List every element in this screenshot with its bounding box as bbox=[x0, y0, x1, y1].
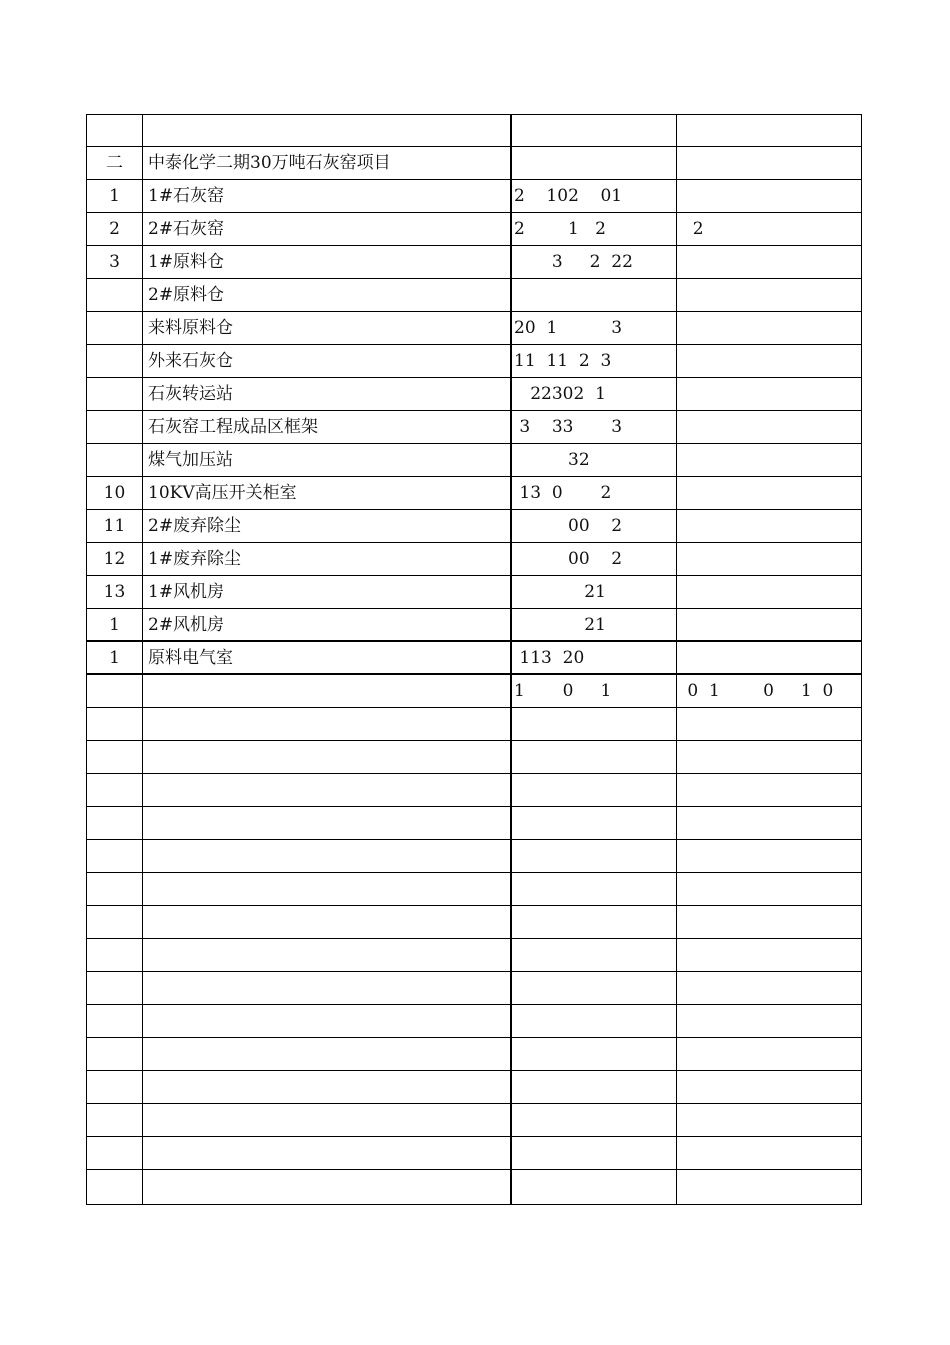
row-number-cell: 二 bbox=[106, 153, 123, 173]
value-cell-1 bbox=[514, 1170, 674, 1203]
value-cell-1 bbox=[514, 279, 674, 312]
item-name-cell: 10KV高压开关柜室 bbox=[148, 483, 297, 503]
table-row bbox=[86, 1170, 862, 1203]
value-cell-1: 00 2 bbox=[514, 516, 623, 536]
item-name-cell: 2#风机房 bbox=[148, 615, 225, 635]
item-name-cell bbox=[148, 1137, 508, 1170]
item-name-cell bbox=[148, 939, 508, 972]
row-number-cell: 10 bbox=[103, 483, 126, 503]
item-name-cell bbox=[148, 114, 508, 147]
value-cell-1 bbox=[514, 939, 674, 972]
row-number-cell bbox=[86, 1071, 143, 1104]
row-number-cell bbox=[86, 345, 143, 378]
table-row bbox=[86, 576, 862, 609]
value-cell-2 bbox=[682, 279, 862, 312]
item-name-cell bbox=[148, 741, 508, 774]
item-name-cell: 1#风机房 bbox=[148, 582, 225, 602]
value-cell-1 bbox=[514, 1104, 674, 1137]
value-cell-1 bbox=[514, 1071, 674, 1104]
value-cell-1 bbox=[514, 1137, 674, 1170]
table-row bbox=[86, 477, 862, 510]
value-cell-1: 11 11 2 3 bbox=[514, 351, 612, 371]
row-number-cell bbox=[86, 741, 143, 774]
value-cell-2 bbox=[682, 1170, 862, 1203]
value-cell-2 bbox=[682, 576, 862, 609]
row-number-cell bbox=[86, 444, 143, 477]
table-row bbox=[86, 510, 862, 543]
value-cell-2 bbox=[682, 543, 862, 576]
table-row bbox=[86, 411, 862, 444]
row-number-cell bbox=[86, 378, 143, 411]
value-cell-1 bbox=[514, 741, 674, 774]
table-row bbox=[86, 840, 862, 873]
value-cell-1: 13 0 2 bbox=[514, 483, 612, 503]
value-cell-2 bbox=[682, 345, 862, 378]
value-cell-1 bbox=[514, 906, 674, 939]
value-cell-2 bbox=[682, 411, 862, 444]
row-number-cell: 12 bbox=[103, 549, 126, 569]
row-number-cell: 2 bbox=[109, 219, 120, 239]
value-cell-2: 2 bbox=[682, 219, 704, 239]
table-row bbox=[86, 873, 862, 906]
value-cell-2 bbox=[682, 312, 862, 345]
item-name-cell bbox=[148, 675, 508, 708]
table-row bbox=[86, 1137, 862, 1170]
table-row bbox=[86, 378, 862, 411]
row-number-cell bbox=[86, 1104, 143, 1137]
item-name-cell bbox=[148, 774, 508, 807]
value-cell-1 bbox=[514, 972, 674, 1005]
item-name-cell bbox=[148, 1005, 508, 1038]
item-name-cell: 1#原料仓 bbox=[148, 252, 225, 272]
value-cell-1: 113 20 bbox=[514, 648, 585, 668]
item-name-cell bbox=[148, 708, 508, 741]
item-name-cell: 煤气加压站 bbox=[148, 450, 233, 470]
row-number-cell bbox=[86, 1005, 143, 1038]
value-cell-2 bbox=[682, 708, 862, 741]
table-row bbox=[86, 147, 862, 180]
table-row bbox=[86, 807, 862, 840]
item-name-cell: 来料原料仓 bbox=[148, 318, 233, 338]
value-cell-2 bbox=[682, 939, 862, 972]
value-cell-1 bbox=[514, 708, 674, 741]
table-row bbox=[86, 246, 862, 279]
table-row bbox=[86, 279, 862, 312]
row-number-cell bbox=[86, 873, 143, 906]
item-name-cell bbox=[148, 1038, 508, 1071]
value-cell-1 bbox=[514, 1005, 674, 1038]
item-name-cell: 中泰化学二期30万吨石灰窑项目 bbox=[148, 153, 391, 173]
row-number-cell: 13 bbox=[103, 582, 126, 602]
value-cell-1 bbox=[514, 114, 674, 147]
value-cell-2 bbox=[682, 1005, 862, 1038]
item-name-cell: 石灰窑工程成品区框架 bbox=[148, 417, 318, 437]
item-name-cell: 原料电气室 bbox=[148, 648, 233, 668]
value-cell-2: 0 1 0 1 0 bbox=[682, 681, 834, 701]
row-number-cell bbox=[86, 708, 143, 741]
data-table bbox=[86, 114, 862, 1205]
value-cell-2 bbox=[682, 444, 862, 477]
row-number-cell: 1 bbox=[109, 615, 120, 635]
column-divider-3 bbox=[676, 114, 677, 1205]
table-row bbox=[86, 1104, 862, 1137]
table-row bbox=[86, 972, 862, 1005]
value-cell-1: 22302 1 bbox=[514, 384, 606, 404]
value-cell-1: 2 102 01 bbox=[514, 186, 623, 206]
row-number-cell bbox=[86, 675, 143, 708]
row-number-cell bbox=[86, 312, 143, 345]
value-cell-1 bbox=[514, 807, 674, 840]
item-name-cell bbox=[148, 873, 508, 906]
item-name-cell bbox=[148, 840, 508, 873]
value-cell-2 bbox=[682, 873, 862, 906]
table-row bbox=[86, 939, 862, 972]
value-cell-2 bbox=[682, 1071, 862, 1104]
item-name-cell bbox=[148, 1104, 508, 1137]
item-name-cell bbox=[148, 1170, 508, 1203]
value-cell-1: 21 bbox=[514, 615, 606, 635]
column-divider-1 bbox=[142, 114, 143, 1205]
table-row bbox=[86, 543, 862, 576]
value-cell-1: 3 2 22 bbox=[514, 252, 633, 272]
table-row bbox=[86, 1038, 862, 1071]
row-number-cell bbox=[86, 906, 143, 939]
item-name-cell bbox=[148, 807, 508, 840]
value-cell-1: 32 bbox=[514, 450, 590, 470]
value-cell-2 bbox=[682, 246, 862, 279]
row-number-cell bbox=[86, 774, 143, 807]
value-cell-2 bbox=[682, 609, 862, 642]
value-cell-1: 3 33 3 bbox=[514, 417, 623, 437]
value-cell-1: 20 1 3 bbox=[514, 318, 623, 338]
row-number-cell: 3 bbox=[109, 252, 120, 272]
row-number-cell bbox=[86, 1170, 143, 1203]
table-row bbox=[86, 675, 862, 708]
value-cell-2 bbox=[682, 972, 862, 1005]
item-name-cell: 石灰转运站 bbox=[148, 384, 233, 404]
value-cell-1 bbox=[514, 147, 674, 180]
table-row bbox=[86, 345, 862, 378]
row-number-cell bbox=[86, 411, 143, 444]
table-row bbox=[86, 213, 862, 246]
table-row bbox=[86, 1071, 862, 1104]
value-cell-1 bbox=[514, 840, 674, 873]
value-cell-1: 21 bbox=[514, 582, 606, 602]
row-number-cell bbox=[86, 1137, 143, 1170]
item-name-cell: 外来石灰仓 bbox=[148, 351, 233, 371]
table-row bbox=[86, 1005, 862, 1038]
value-cell-1: 1 0 1 bbox=[514, 681, 612, 701]
item-name-cell: 2#原料仓 bbox=[148, 285, 225, 305]
item-name-cell: 1#石灰窑 bbox=[148, 186, 225, 206]
value-cell-2 bbox=[682, 114, 862, 147]
row-number-cell: 11 bbox=[103, 516, 126, 536]
row-number-cell: 1 bbox=[109, 648, 120, 668]
table-row bbox=[86, 642, 862, 675]
item-name-cell: 2#废弃除尘 bbox=[148, 516, 242, 536]
value-cell-2 bbox=[682, 807, 862, 840]
table-row bbox=[86, 708, 862, 741]
value-cell-2 bbox=[682, 477, 862, 510]
row-number-cell: 1 bbox=[109, 186, 120, 206]
item-name-cell bbox=[148, 1071, 508, 1104]
table-row bbox=[86, 114, 862, 147]
table-row bbox=[86, 444, 862, 477]
table-row bbox=[86, 906, 862, 939]
table-row bbox=[86, 609, 862, 642]
column-divider-2 bbox=[510, 114, 512, 1205]
table-row bbox=[86, 312, 862, 345]
row-number-cell bbox=[86, 972, 143, 1005]
value-cell-2 bbox=[682, 642, 862, 675]
table-row bbox=[86, 180, 862, 213]
row-number-cell bbox=[86, 840, 143, 873]
item-name-cell bbox=[148, 972, 508, 1005]
value-cell-2 bbox=[682, 378, 862, 411]
value-cell-2 bbox=[682, 840, 862, 873]
value-cell-2 bbox=[682, 1038, 862, 1071]
row-number-cell bbox=[86, 114, 143, 147]
item-name-cell bbox=[148, 906, 508, 939]
value-cell-1: 00 2 bbox=[514, 549, 623, 569]
value-cell-2 bbox=[682, 1137, 862, 1170]
value-cell-1 bbox=[514, 873, 674, 906]
row-number-cell bbox=[86, 1038, 143, 1071]
row-number-cell bbox=[86, 939, 143, 972]
value-cell-1: 2 1 2 bbox=[514, 219, 606, 239]
value-cell-2 bbox=[682, 1104, 862, 1137]
table-row bbox=[86, 741, 862, 774]
table-row bbox=[86, 774, 862, 807]
value-cell-2 bbox=[682, 774, 862, 807]
item-name-cell: 1#废弃除尘 bbox=[148, 549, 242, 569]
value-cell-1 bbox=[514, 774, 674, 807]
value-cell-2 bbox=[682, 147, 862, 180]
value-cell-2 bbox=[682, 510, 862, 543]
value-cell-2 bbox=[682, 180, 862, 213]
row-number-cell bbox=[86, 279, 143, 312]
item-name-cell: 2#石灰窑 bbox=[148, 219, 225, 239]
value-cell-2 bbox=[682, 906, 862, 939]
row-number-cell bbox=[86, 807, 143, 840]
value-cell-1 bbox=[514, 1038, 674, 1071]
value-cell-2 bbox=[682, 741, 862, 774]
